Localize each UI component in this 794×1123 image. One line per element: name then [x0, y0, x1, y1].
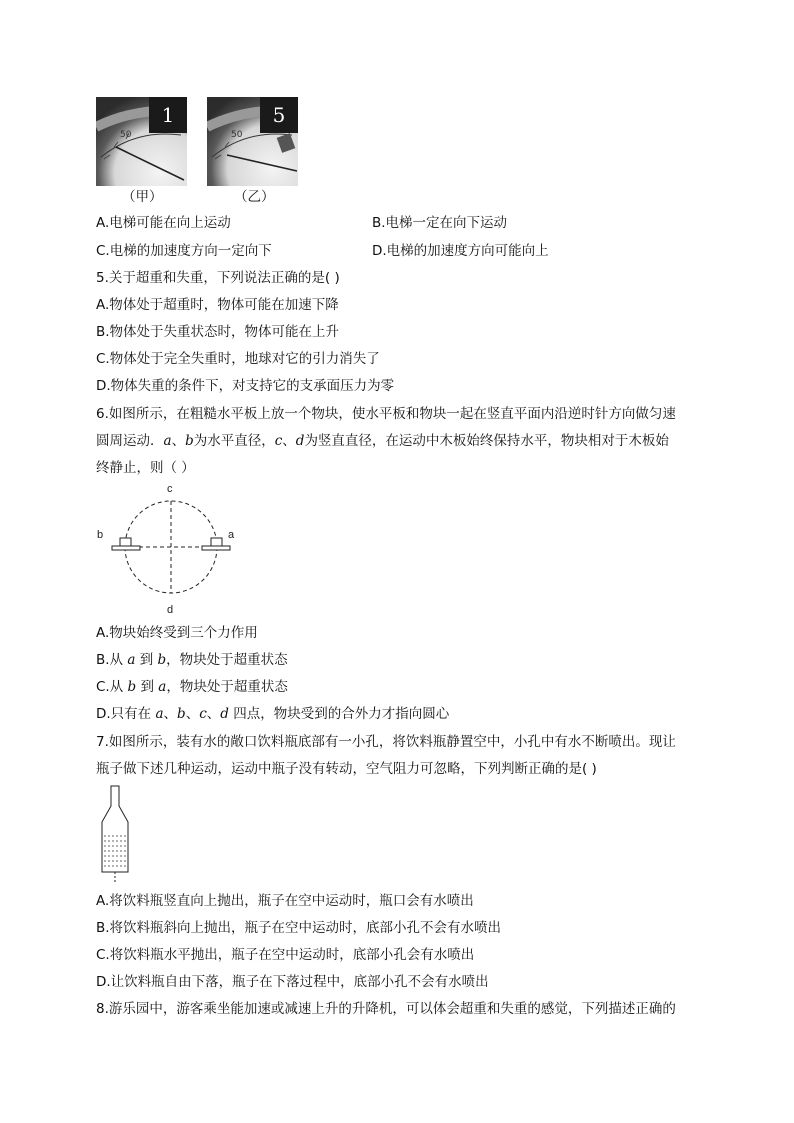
q6-var-c: c: [274, 433, 283, 449]
q6-stem-line1: 6.如图所示，在粗糙水平板上放一个物块，使水平板和物块一起在竖直平面内沿逆时针方向做匀速: [96, 406, 676, 422]
q7-stem-line1: 7.如图所示，装有水的敞口饮料瓶底部有一小孔，将饮料瓶静置空中，小孔中有水不断喷出。现让: [96, 734, 676, 750]
q6-board-a: [202, 546, 230, 550]
q6-var-b: b: [185, 433, 194, 449]
q6-option-d: [96, 705, 449, 723]
q5-option-b: B.物体处于失重状态时，物体可能在上升: [96, 324, 340, 340]
q6-sep1: 、: [171, 433, 186, 449]
scale-reading-right: 5: [260, 97, 298, 133]
q6-option-d-var-c: c: [199, 706, 207, 722]
q7-stem-line2: 瓶子做下述几种运动，运动中瓶子没有转动，空气阻力可忽略，下列判断正确的是( ): [96, 761, 597, 777]
q6-option-c-post: ，物块处于超重状态: [166, 679, 288, 695]
q6-stem-line2: [96, 432, 669, 450]
q6-block-a: [211, 538, 222, 546]
q6-stem-mid1: 为水平直径，: [193, 433, 275, 449]
q4-option-d: D.电梯的加速度方向可能向上: [372, 243, 549, 259]
q6-option-c-mid: 到: [136, 679, 159, 695]
q4-option-b: B.电梯一定在向下运动: [372, 215, 508, 231]
q7-bottle-diagram: [96, 784, 136, 884]
q6-sep2: 、: [282, 433, 296, 449]
q6-option-d-var-a: a: [155, 706, 164, 722]
q6-block-b: [120, 538, 131, 546]
q6-option-d-sep1: 、: [163, 706, 178, 722]
q7-bottle-outline: [102, 786, 128, 872]
scale-mark-right: 50: [231, 130, 243, 140]
q6-option-c-pre: C.从: [96, 679, 128, 695]
q6-option-b-post: ，物块处于超重状态: [166, 652, 288, 668]
q8-stem-line1: 8.游乐园中，游客乘坐能加速或减速上升的升降机，可以体会超重和失重的感觉，下列描述正确的: [96, 1001, 676, 1017]
q5-option-a: A.物体处于超重时，物体可能在加速下降: [96, 297, 339, 313]
scale-mark-left: 50: [120, 130, 132, 140]
q7-option-a: A.将饮料瓶竖直向上抛出，瓶子在空中运动时，瓶口会有水喷出: [96, 893, 474, 909]
q6-option-b-mid: 到: [135, 652, 158, 668]
q4-option-a: A.电梯可能在向上运动: [96, 215, 231, 231]
q5-option-d: D.物体失重的条件下，对支持它的支承面压力为零: [96, 378, 395, 394]
q7-option-b: B.将饮料瓶斜向上抛出，瓶子在空中运动时，底部小孔不会有水喷出: [96, 920, 502, 936]
q5-option-c: C.物体处于完全失重时，地球对它的引力消失了: [96, 351, 380, 367]
q6-circle-diagram: [92, 480, 252, 620]
scale-photo-right: [207, 97, 298, 186]
q6-option-a: A.物块始终受到三个力作用: [96, 625, 258, 641]
photo-caption-right: （乙）: [234, 189, 275, 205]
q6-option-c-var1: b: [127, 679, 137, 695]
scale-photo-left: [96, 97, 187, 186]
q6-label-b: b: [97, 529, 104, 541]
q6-option-b-var2: b: [157, 652, 167, 668]
scale-reading-left: 1: [149, 97, 187, 133]
q5-stem: 5.关于超重和失重，下列说法正确的是( ): [96, 270, 340, 286]
q6-var-a: a: [163, 433, 172, 449]
q6-label-a: a: [228, 529, 235, 541]
q6-option-c: [96, 678, 288, 696]
q6-option-d-sep3: 、: [206, 706, 221, 722]
q6-option-d-post: 四点，物块受到的合外力才指向圆心: [228, 706, 450, 722]
q6-option-b-pre: B.从: [96, 652, 128, 668]
q6-option-d-sep2: 、: [185, 706, 200, 722]
q4-option-c: C.电梯的加速度方向一定向下: [96, 243, 272, 259]
q6-option-c-var2: a: [158, 679, 167, 695]
q6-option-d-var-b: b: [177, 706, 186, 722]
q6-option-d-pre: D.只有在: [96, 706, 156, 722]
q6-option-b: [96, 651, 288, 669]
q7-option-c: C.将饮料瓶水平抛出，瓶子在空中运动时，底部小孔会有水喷出: [96, 947, 475, 963]
q6-stem-line2-pre: 圆周运动．: [96, 433, 164, 449]
q6-board-b: [112, 546, 140, 550]
photo-caption-left: （甲）: [122, 189, 163, 205]
q6-var-d: d: [295, 433, 305, 449]
q6-stem-mid2: 为竖直直径，在运动中木板始终保持水平，物块相对于木板始: [304, 433, 669, 449]
q7-option-d: D.让饮料瓶自由下落，瓶子在下落过程中，底部小孔不会有水喷出: [96, 974, 489, 990]
q6-label-c: c: [167, 483, 173, 495]
q6-option-d-var-d: d: [220, 706, 229, 722]
q6-stem-line3: 终静止，则（ ）: [96, 460, 195, 476]
q6-option-b-var1: a: [127, 652, 136, 668]
q6-label-d: d: [167, 604, 174, 616]
